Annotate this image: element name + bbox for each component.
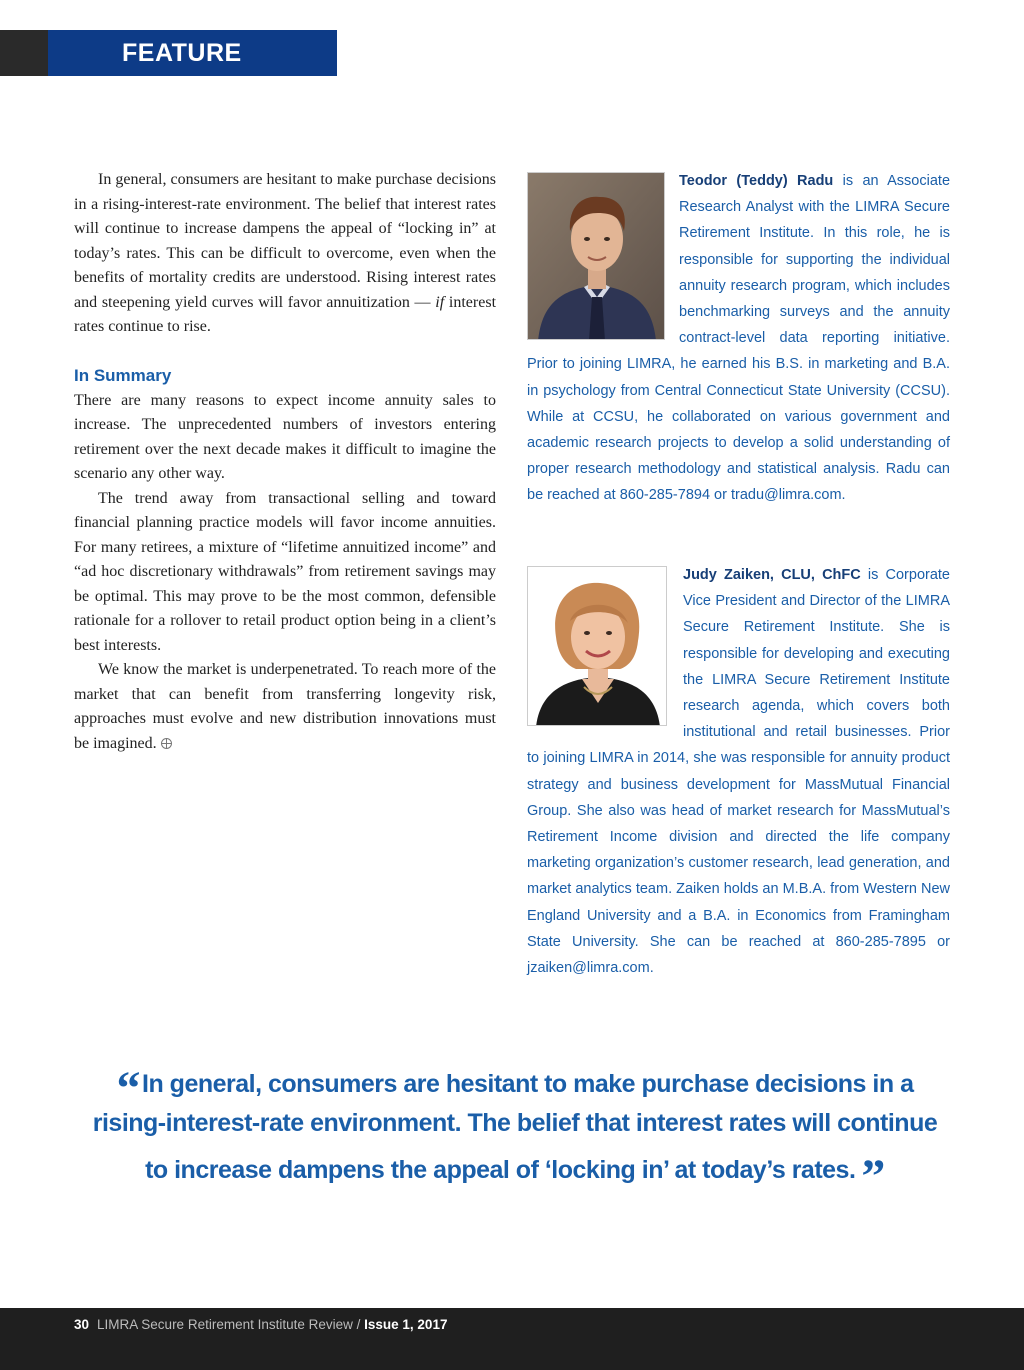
- author-bio-radu: [527, 168, 950, 509]
- paragraph-1: [74, 168, 496, 340]
- author-photo-radu: [527, 172, 665, 340]
- paragraph-1-end: interest rates continue to rise.: [74, 293, 497, 335]
- page-number: 30: [74, 1317, 90, 1332]
- summary-heading: In Summary: [74, 365, 172, 385]
- paragraph-2: There are many reasons to expect income annuity sales to increase. The unprecedented numbers of investors entering retirement over the next decade makes it difficult to imagine the scenario any other way.: [74, 391, 496, 482]
- page-footer: [0, 1308, 1024, 1370]
- footer-text: [74, 1317, 447, 1332]
- close-quote-mark: ”: [861, 1150, 885, 1203]
- author-bio-zaiken: [527, 562, 950, 981]
- pull-quote-text: In general, consumers are hesitant to make purchase decisions in a rising-interest-rate environment. The belief that interest rates will continue to increase dampens the appeal of ‘locking in’ at today’s rates.: [92, 1070, 938, 1184]
- author-name-radu: Teodor (Teddy) Radu: [679, 173, 834, 189]
- open-quote-mark: “: [116, 1062, 141, 1115]
- header-accent-block: [0, 30, 48, 76]
- author-bio-text-radu: is an Associate Research Analyst with the LIMRA Secure Retirement Institute. In this role, he is responsible for supporting the individual annuity research program, which includes benchmarking surveys and the annuity contract-level data reporting initiative. Prior to joining LIMRA, he earned his B.S. in marketing and B.A. in psychology from Central Connecticut State University (CCSU). While at CCSU, he collaborated on various government and academic research projects to develop a solid understanding of proper research methodology and statistical analysis. Radu can be reached at 860-285-7894 or tradu@limra.com.: [527, 173, 951, 504]
- publication-name: LIMRA Secure Retirement Institute Review /: [97, 1317, 365, 1332]
- article-body: [74, 168, 496, 756]
- paragraph-4: [74, 658, 496, 756]
- paragraph-4-text: We know the market is underpenetrated. To reach more of the market that can benefit from transferring longevity risk, approaches must evolve and new distribution innovations must be imagined.: [74, 661, 496, 752]
- paragraph-1-emphasis: if: [435, 293, 445, 311]
- paragraph-1-text: In general, consumers are hesitant to make purchase decisions in a rising-interest-rate environment. The belief that interest rates will continue to increase dampens the appeal of “locking in” at today’s rates. This can be difficult to overcome, even when the benefits of mortality credits are understood. Rising interest rates and steepening yield curves will favor annuitization —: [74, 171, 496, 311]
- end-of-article-icon: [161, 738, 172, 749]
- author-photo-zaiken: [527, 566, 667, 726]
- paragraph-3: The trend away from transactional selling and toward financial planning practice models will favor income annuities. For many retirees, a mixture of “lifetime annuitized income” and “ad hoc discretionary withdrawals” from retirement savings may be optimal. This may prove to be the most common, defensible rationale for a rollover to retail product option being in a client’s best interests.: [74, 489, 496, 654]
- pull-quote: [80, 1057, 950, 1203]
- section-label: FEATURE: [48, 30, 337, 76]
- issue-label: Issue 1, 2017: [364, 1317, 448, 1332]
- author-name-zaiken: Judy Zaiken, CLU, ChFC: [683, 567, 861, 583]
- author-bio-text-zaiken: is Corporate Vice President and Director of the LIMRA Secure Retirement Institute. She is responsible for developing and executing the LIMRA Secure Retirement Institute research agenda, which covers both institutional and retail businesses. Prior to joining LIMRA in 2014, she was responsible for annuity product strategy and business development for MassMutual Financial Group. She also was head of market research for MassMutual’s Retirement Income division and directed the life company marketing organization’s customer research, lead generation, and market analytics team. Zaiken holds an M.B.A. from Western New England University and a B.A. in Economics from Framingham State University. She can be reached at 860-285-7895 or jzaiken@limra.com.: [527, 567, 950, 977]
